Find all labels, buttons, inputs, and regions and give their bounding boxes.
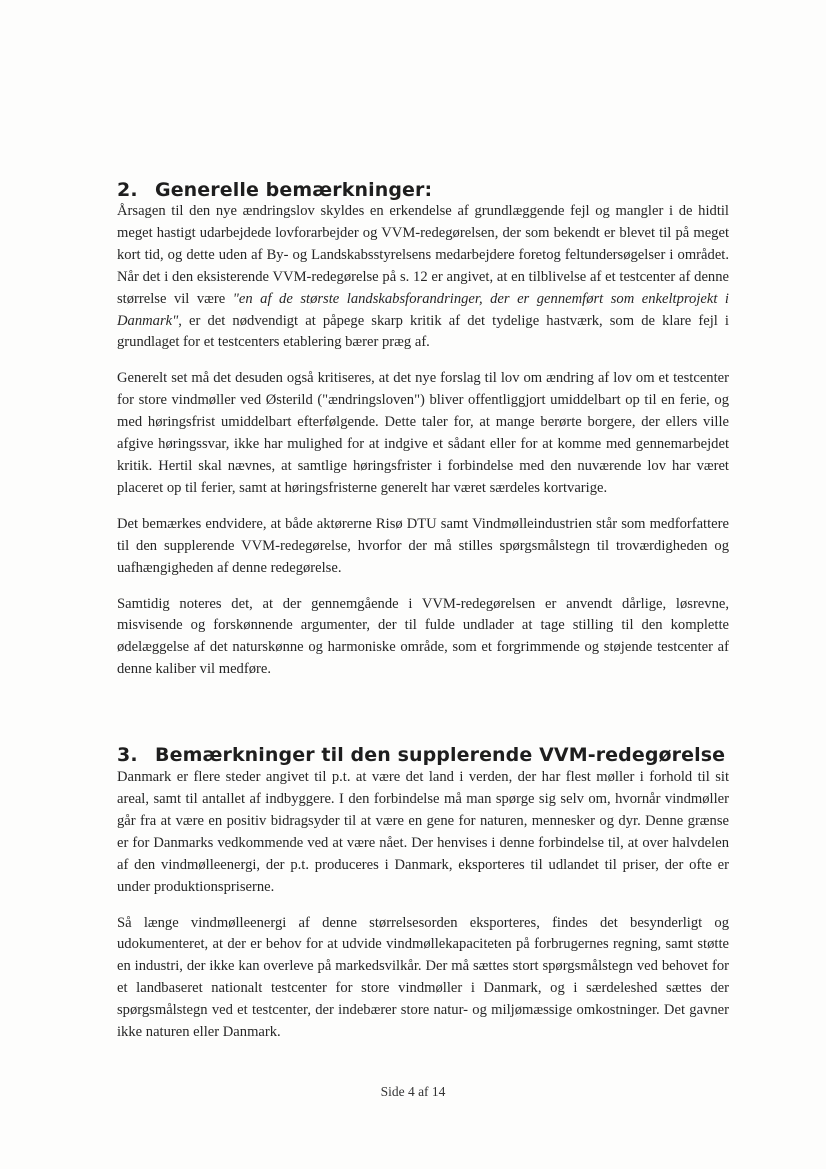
section-3-paragraph-2: Så længe vindmølleenergi af denne størrelsesorden eksporteres, findes det besynderligt og udokumenteret, at der er behov for at udvide vindmøllekapaciteten på forbrugernes regning, samt støtte en industri, der ikke kan overleve på markedsvilkår. Der må sættes stort spørgsmålstegn ved behovet for et landbaseret nationalt testcenter for store vindmøller i Danmark, og i særdeleshed sættes der spørgsmålstegn ved et testcenter, der indebærer store natur- og miljømæssige omkostninger. Det gavner ikke naturen eller Danmark. [117,914,729,1041]
section-supplementary-remarks [117,743,729,1044]
section-3-paragraph-1: Danmark er flere steder angivet til p.t. at være det land i verden, der har flest møller i forhold til sit areal, samt til antallet af indbyggere. I den forbindelse må man spørge sig selv om, hvornår vindmøller går fra at være en positiv bidragsyder til at være en gene for naturen, mennesker og dyr. Denne grænse er for Danmarks vedkommende ved at være nået. Der henvises i denne forbindelse til, at over halvdelen af den vindmølleenergi, der p.t. produceres i Danmark, eksporteres til udlandet til priser, der ofte er under produktionspriserne. [117,769,729,895]
section-2-p1-quote: "en af de største landskabsforandringer, der er gennemført som enkeltprojekt i Danmark" [117,290,729,329]
section-3-heading [117,743,729,767]
page-content [117,178,729,1044]
section-2-p1-text-end: , er det nødvendigt at påpege skarp kritik af det tydelige hastværk, som de klare fejl i grundlaget for et testcenters etablering bærer præg af. [117,312,729,351]
section-2-title: Generelle bemærkninger: [155,179,433,201]
section-2-paragraph-2: Generelt set må det desuden også kritiseres, at det nye forslag til lov om ændring af lov om et testcenter for store vindmøller ved Østerild ("ændringsloven") bliver offentliggjort umiddelbart op til en ferie, og med høringsfrist umiddelbart efterfølgende. Dette taler for, at mange berørte borgere, der ellers ville afgive høringssvar, ikke har mulighed for at indgive et sådant eller for at komme med gennemarbejdet kritik. Hertil skal nævnes, at samtlige høringsfrister i forbindelse med den nuværende lov har været placeret op til ferier, samt at høringsfristerne generelt har været særdeles kortvarige. [117,370,729,496]
section-2-p1-text: Årsagen til den nye ændringslov skyldes en erkendelse af grundlæggende fejl og mangler i de hidtil meget hastigt udarbejdede lovforarbejder og VVM-redegørelsen, der som bekendt er blevet til på meget kort tid, og dette uden af By- og Landskabsstyrelsens medarbejdere foretog feltundersøgelser i området. Når det i den eksisterende VVM-redegørelse på s. 12 er angivet, at en tilblivelse af et testcenter af denne størrelse vil være [117,203,729,307]
section-3-title: Bemærkninger til den supplerende VVM-redegørelse [155,744,726,767]
section-2-number: 2. [117,179,138,201]
section-general-remarks [117,178,729,681]
section-2-paragraph-4: Samtidig noteres det, at der gennemgående i VVM-redegørelsen er anvendt dårlige, løsrevne, misvisende og forskønnende argumenter, der til fulde undlader at tage stilling til den komplette ødelæggelse af det naturskønne og harmoniske område, som et forgrimmende og støjende testcenter af denne kaliber vil medføre. [117,595,729,678]
section-2-heading [117,178,729,202]
section-2-paragraph-3: Det bemærkes endvidere, at både aktørerne Risø DTU samt Vindmølleindustrien står som medforfattere til den supplerende VVM-redegørelse, hvorfor der må stilles spørgsmålstegn til troværdigheden og uafhængigheden af denne redegørelse. [117,515,729,576]
section-2-paragraph-1 [117,201,729,354]
page-number-footer: Side 4 af 14 [380,1084,446,1099]
section-3-number: 3. [117,744,138,767]
